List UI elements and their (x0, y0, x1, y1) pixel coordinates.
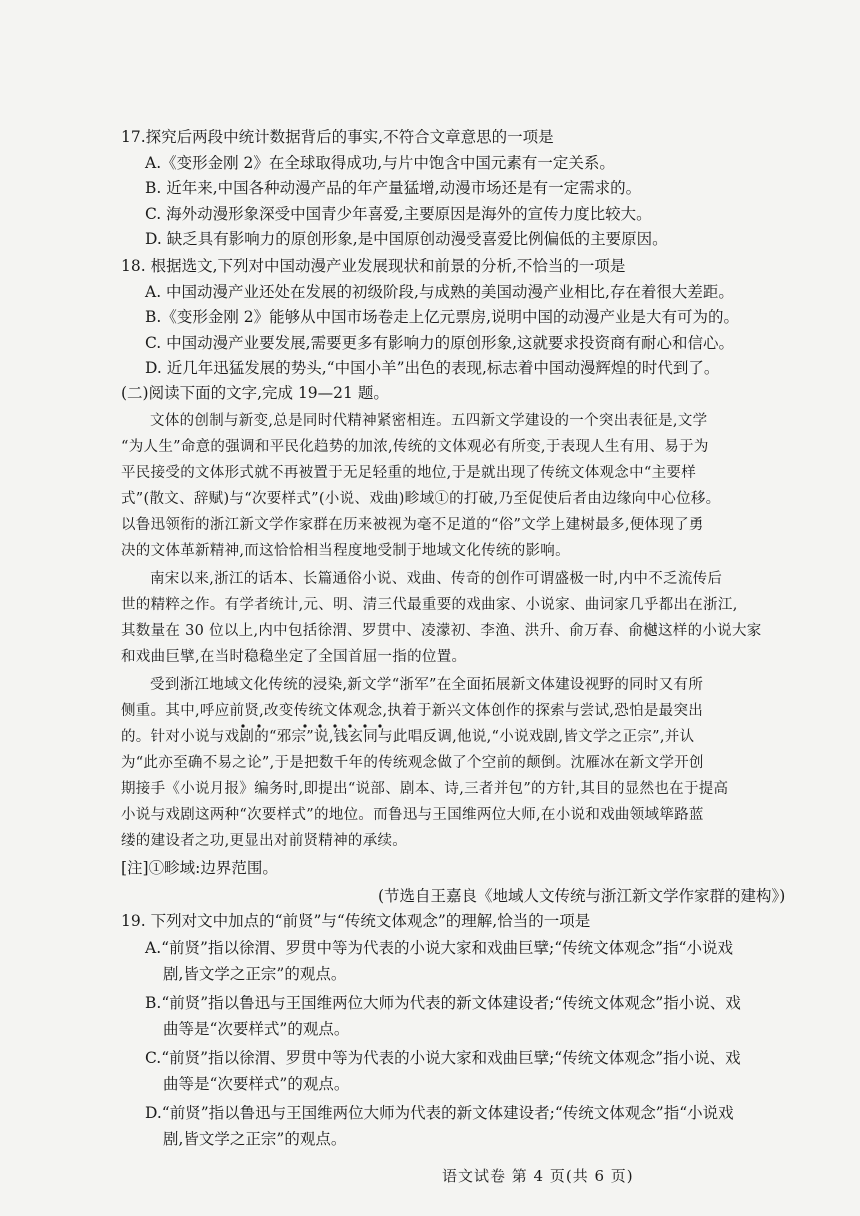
q17-option-c: C. 海外动漫形象深受中国青少年喜爱,主要原因是海外的宣传力度比较大。 (145, 205, 652, 223)
source-citation: (节选自王嘉良《地域人文传统与浙江新文学作家群的建构》) (378, 887, 786, 905)
q19-option-d-cont: 剧,皆文学之正宗”的观点。 (163, 1130, 347, 1148)
q17-stem: 17.探究后两段中统计数据背后的事实,不符合文章意思的一项是 (121, 128, 554, 146)
page-footer: 语文试卷 第 4 页(共 6 页) (442, 1167, 634, 1185)
q19-option-c: C.“前贤”指以徐渭、罗贯中等为代表的小说大家和戏曲巨擘;“传统文体观念”指小说、戏 (145, 1049, 741, 1067)
passage-text: 侧重。其中,呼应 (121, 703, 230, 719)
q19-option-a-cont: 剧,皆文学之正宗”的观点。 (163, 965, 347, 983)
passage-line: 平民接受的文体形式就不再被置于无足轻重的地位,于是就出现了传统文体观念中“主要样 (121, 465, 697, 481)
passage-text: ,改变 (259, 703, 294, 719)
q19-option-b: B.“前贤”指以鲁迅与王国维两位大师为代表的新文体建设者;“传统文体观念”指小说、戏 (145, 994, 741, 1012)
footnote: [注]①畛域:边界范围。 (121, 859, 278, 877)
passage-line: 式”(散文、辞赋)与“次要样式”(小说、戏曲)畛域①的打破,乃至促使后者由边缘向中心位移。 (121, 491, 721, 507)
q18-option-a: A. 中国动漫产业还处在发展的初级阶段,与成熟的美国动漫产业相比,存在着很大差距。 (145, 283, 734, 301)
q17-option-a: A.《变形金刚 2》在全球取得成功,与片中饱含中国元素有一定关系。 (145, 154, 615, 172)
passage-line: 期接手《小说月报》编务时,即提出“说部、剧本、诗,三者并包”的方针,其目的显然也在于提高 (121, 781, 729, 797)
q19-option-b-cont: 曲等是“次要样式”的观点。 (163, 1020, 350, 1038)
emphasis-chuantong-wenti-guannian: 传统文体观念 (293, 703, 383, 719)
q17-option-d: D. 缺乏具有影响力的原创形象,是中国原创动漫受喜爱比例偏低的主要原因。 (145, 230, 668, 248)
passage-line: 缕的建设者之功,更显出对前贤精神的承续。 (121, 833, 408, 849)
q19-stem: 19. 下列对文中加点的“前贤”与“传统文体观念”的理解,恰当的一项是 (121, 912, 591, 930)
q17-option-b: B. 近年来,中国各种动漫产品的年产量猛增,动漫市场还是有一定需求的。 (145, 179, 642, 197)
section-heading: (二)阅读下面的文字,完成 19—21 题。 (121, 384, 389, 402)
passage-line: “为人生”命意的强调和平民化趋势的加浓,传统的文体观必有所变,于表现人生有用、易于为 (121, 439, 709, 455)
passage-line: 小说与戏剧这两种“次要样式”的地位。而鲁迅与王国维两位大师,在小说和戏曲领域筚路蓝 (121, 807, 704, 823)
passage-line: 以鲁迅领衔的浙江新文学作家群在历来被视为毫不足道的“俗”文学上建树最多,便体现了勇 (121, 517, 704, 533)
passage-line: 世的精粹之作。有学者统计,元、明、清三代最重要的戏曲家、小说家、曲词家几乎都出在浙江, (121, 597, 738, 613)
passage-line: 文体的创制与新变,总是同时代精神紧密相连。五四新文学建设的一个突出表征是,文学 (150, 413, 708, 429)
q19-option-c-cont: 曲等是“次要样式”的观点。 (163, 1075, 350, 1093)
emphasis-qianxian: 前贤 (229, 703, 260, 719)
passage-line: 其数量在 30 位以上,内中包括徐渭、罗贯中、凌濛初、李渔、洪升、俞万春、俞樾这样的小说大家 (121, 623, 762, 639)
passage-line: 和戏曲巨擘,在当时稳稳坐定了全国首屈一指的位置。 (121, 649, 467, 665)
q18-option-c: C. 中国动漫产业要发展,需要更多有影响力的原创形象,这就要求投资商有耐心和信心。 (145, 334, 735, 352)
passage-line: 受到浙江地域文化传统的浸染,新文学“浙军”在全面拓展新文体建设视野的同时又有所 (150, 677, 704, 693)
q18-option-b: B.《变形金刚 2》能够从中国市场卷走上亿元票房,说明中国的动漫产业是大有可为的。 (145, 308, 740, 326)
q19-option-a: A.“前贤”指以徐渭、罗贯中等为代表的小说大家和戏曲巨擘;“传统文体观念”指“小说戏 (145, 939, 733, 957)
passage-line: 南宋以来,浙江的话本、长篇通俗小说、戏曲、传奇的创作可谓盛极一时,内中不乏流传后 (150, 571, 723, 587)
passage-line: 的。针对小说与戏剧的“邪宗”说,钱玄同与此唱反调,他说,“小说戏剧,皆文学之正宗”,并认 (121, 729, 695, 745)
q19-option-d: D.“前贤”指以鲁迅与王国维两位大师为代表的新文体建设者;“传统文体观念”指“小说戏 (145, 1104, 734, 1122)
passage-line-with-emphasis (121, 700, 703, 722)
passage-text: ,执着于新兴文体创作的探索与尝试,恐怕是最突出 (382, 703, 704, 719)
q18-option-d: D. 近几年迅猛发展的势头,“中国小羊”出色的表现,标志着中国动漫辉煌的时代到了。 (145, 359, 720, 377)
passage-line: 为“此亦至确不易之论”,于是把数千年的传统观念做了个空前的颠倒。沈雁冰在新文学开创 (121, 755, 704, 771)
passage-line: 决的文体革新精神,而这恰恰相当程度地受制于地域文化传统的影响。 (121, 543, 570, 559)
q18-stem: 18. 根据选文,下列对中国动漫产业发展现状和前景的分析,不恰当的一项是 (121, 257, 626, 275)
